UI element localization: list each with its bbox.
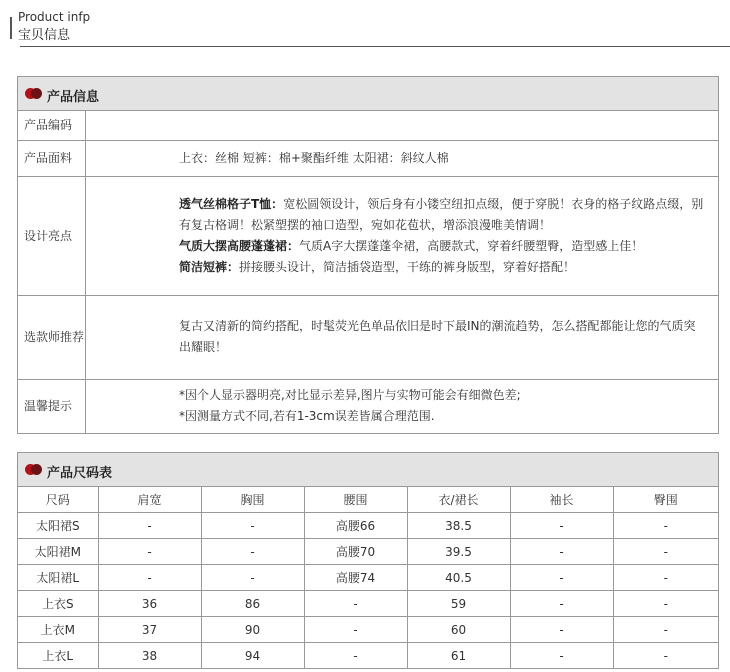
- column-header: 胸围: [201, 487, 304, 513]
- table-cell: -: [201, 513, 304, 539]
- row-tips: [18, 379, 718, 433]
- row-product-code: [18, 111, 718, 140]
- tips-line: *因测量方式不同,若有1-3cm误差皆属合理范围.: [179, 409, 435, 424]
- table-cell: 高腰66: [304, 513, 407, 539]
- table-cell: 39.5: [407, 539, 510, 565]
- table-cell: 90: [201, 617, 304, 643]
- table-cell: 38: [98, 643, 201, 669]
- size-chart-title: 产品尺码表: [47, 466, 113, 481]
- table-cell: -: [510, 539, 613, 565]
- table-cell: 上衣M: [18, 617, 98, 643]
- table-cell: 高腰74: [304, 565, 407, 591]
- product-code-label: 产品编码: [18, 111, 86, 140]
- table-cell: 40.5: [407, 565, 510, 591]
- header-chinese-title: 宝贝信息: [18, 28, 71, 43]
- table-cell: -: [510, 513, 613, 539]
- table-cell: -: [613, 565, 718, 591]
- page-header: [0, 0, 730, 48]
- column-header: 臀围: [613, 487, 718, 513]
- table-cell: -: [98, 565, 201, 591]
- design-line-skirt: 气质大摆高腰蓬蓬裙：气质A字大摆蓬蓬伞裙，高腰款式，穿着纤腰塑臀，造型感上佳！: [179, 238, 644, 253]
- table-cell: -: [613, 591, 718, 617]
- table-cell: -: [510, 643, 613, 669]
- fabric-label: 产品面料: [18, 140, 86, 176]
- table-cell: -: [613, 643, 718, 669]
- table-cell: -: [510, 591, 613, 617]
- design-label: 设计亮点: [18, 176, 86, 295]
- size-table: [18, 487, 718, 668]
- table-cell: -: [304, 591, 407, 617]
- table-cell: 太阳裙L: [18, 565, 98, 591]
- table-cell: -: [510, 617, 613, 643]
- table-cell: -: [304, 617, 407, 643]
- product-info-title: 产品信息: [47, 90, 100, 105]
- table-row: [18, 643, 718, 669]
- table-cell: 太阳裙S: [18, 513, 98, 539]
- recommend-value: 复古又清新的简约搭配，时髦荧光色单品依旧是时下最IN的潮流趋势，怎么搭配都能让您的气质突出耀眼！: [86, 295, 719, 379]
- table-cell: 60: [407, 617, 510, 643]
- row-fabric: [18, 140, 718, 176]
- product-info-panel: [17, 76, 719, 434]
- recommend-label: 选款师推荐: [18, 295, 86, 379]
- column-header: 袖长: [510, 487, 613, 513]
- column-header: 尺码: [18, 487, 98, 513]
- table-cell: 37: [98, 617, 201, 643]
- header-english-title: Product infp: [18, 10, 91, 24]
- column-header: 腰围: [304, 487, 407, 513]
- table-cell: -: [613, 513, 718, 539]
- table-cell: 59: [407, 591, 510, 617]
- table-row: [18, 539, 718, 565]
- tips-value: [86, 379, 719, 433]
- table-cell: -: [613, 539, 718, 565]
- row-design: [18, 176, 718, 295]
- table-cell: -: [98, 539, 201, 565]
- table-cell: 太阳裙M: [18, 539, 98, 565]
- column-header: 肩宽: [98, 487, 201, 513]
- table-cell: 86: [201, 591, 304, 617]
- product-info-table: [18, 111, 718, 433]
- table-cell: 94: [201, 643, 304, 669]
- row-recommend: [18, 295, 718, 379]
- header-divider: [20, 46, 730, 47]
- design-line-tshirt: 透气丝棉格子T恤：宽松圆领设计，领后身有小镂空纽扣点缀，便于穿脱！衣身的格子纹路点缀，别有复古格调！松紧塑摆的袖口造型，宛如花苞状，增添浪漫唯美情调！: [179, 196, 704, 232]
- header-accent-bar: [10, 17, 12, 39]
- table-row: [18, 617, 718, 643]
- table-row: [18, 591, 718, 617]
- table-cell: -: [613, 617, 718, 643]
- bullet-icon-shadow: [31, 464, 42, 475]
- table-cell: 高腰70: [304, 539, 407, 565]
- table-cell: 61: [407, 643, 510, 669]
- product-code-value: [86, 111, 719, 140]
- column-header: 衣/裙长: [407, 487, 510, 513]
- table-cell: 上衣L: [18, 643, 98, 669]
- table-cell: -: [201, 539, 304, 565]
- tips-label: 温馨提示: [18, 379, 86, 433]
- design-value: [86, 176, 719, 295]
- table-cell: -: [98, 513, 201, 539]
- table-cell: 36: [98, 591, 201, 617]
- table-cell: 上衣S: [18, 591, 98, 617]
- size-chart-panel: [17, 452, 719, 669]
- table-row: [18, 513, 718, 539]
- table-cell: -: [304, 643, 407, 669]
- fabric-value: 上衣：丝棉 短裤：棉+聚酯纤维 太阳裙：斜纹人棉: [86, 140, 719, 176]
- table-cell: -: [510, 565, 613, 591]
- product-info-title-bar: [18, 77, 718, 111]
- table-cell: 38.5: [407, 513, 510, 539]
- bullet-icon-shadow: [31, 88, 42, 99]
- table-cell: -: [201, 565, 304, 591]
- tips-line: *因个人显示器明亮,对比显示差异,图片与实物可能会有细微色差;: [179, 388, 521, 403]
- size-table-header: [18, 487, 718, 513]
- size-chart-title-bar: [18, 453, 718, 487]
- design-line-shorts: 简洁短裤：拼接腰头设计，简洁插袋造型，干练的裤身版型，穿着好搭配！: [179, 259, 576, 274]
- table-row: [18, 565, 718, 591]
